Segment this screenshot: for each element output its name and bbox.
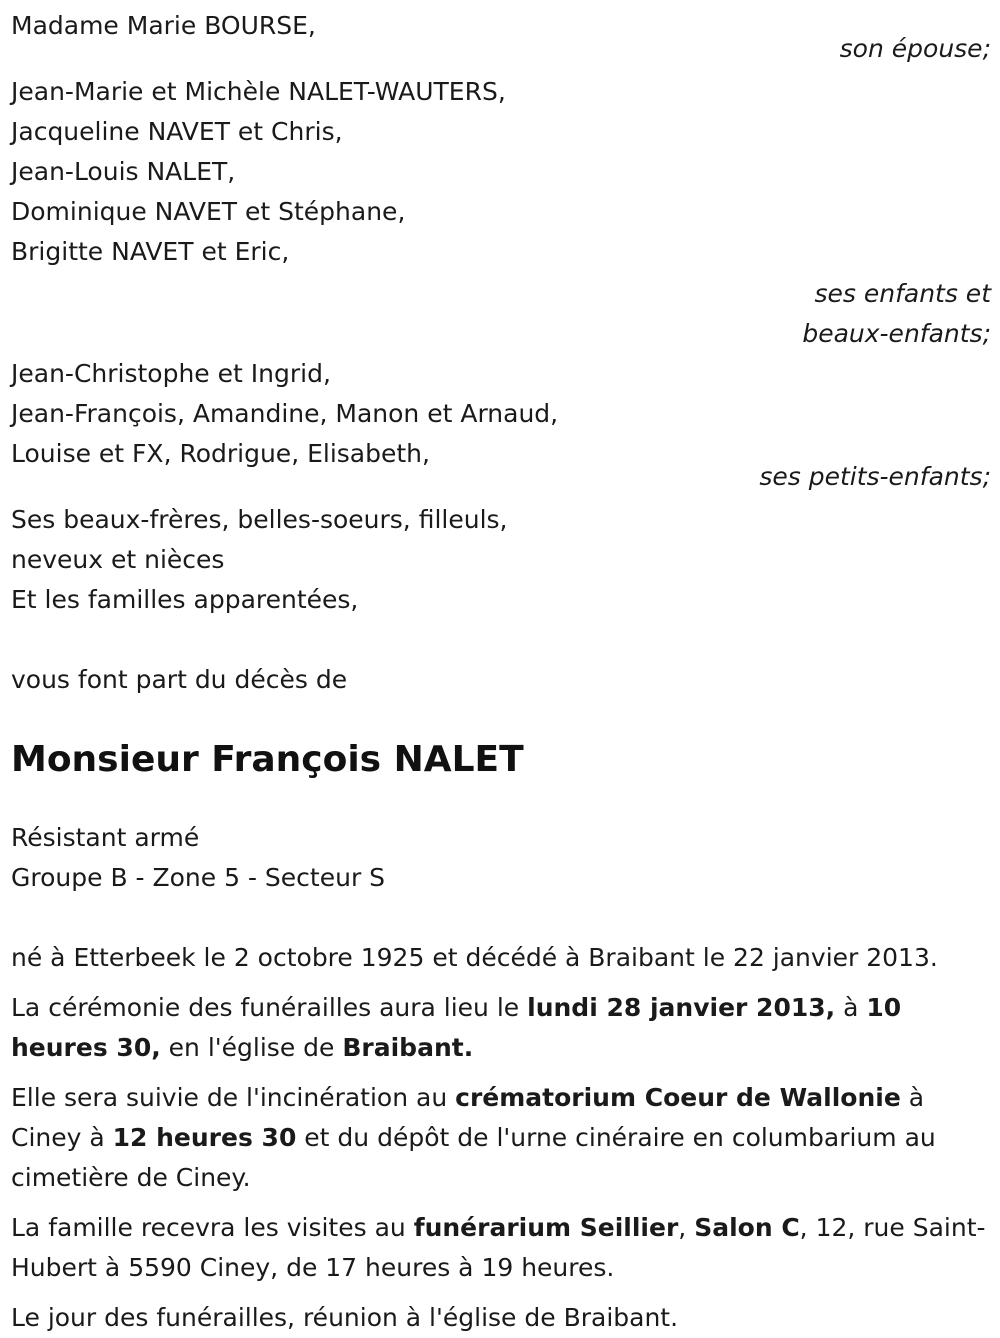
obituary-notice: [11, 6, 991, 1338]
child-name: Jean-Marie et Michèle NALET-WAUTERS,: [11, 77, 506, 106]
ceremony-text: à: [835, 993, 867, 1022]
visits-text: La famille recevra les visites au: [11, 1213, 414, 1242]
cremation-text: Elle sera suivie de l'incinération au: [11, 1083, 456, 1112]
ceremony-time: 10 heures 30,: [11, 993, 902, 1062]
ceremony-date: lundi 28 janvier 2013,: [527, 993, 836, 1022]
grandchild-name: Jean-François, Amandine, Manon et Arnaud,: [11, 399, 559, 428]
children-section: [11, 72, 991, 354]
cremation-text: et du dépôt de l'urne cinéraire en columbarium au cimetière de Ciney.: [11, 1123, 936, 1192]
ceremony-text: La cérémonie des funérailles aura lieu le: [11, 993, 528, 1022]
grandchildren-section: [11, 354, 991, 497]
salon-name: Salon C: [694, 1213, 800, 1242]
ceremony-text: en l'église de: [160, 1033, 343, 1062]
deceased-name: Monsieur François NALET: [11, 739, 524, 780]
spouse-role: son épouse;: [839, 34, 991, 63]
funerarium-name: funérarium Seillier: [413, 1213, 679, 1242]
cremation-time: 12 heures 30: [112, 1123, 297, 1152]
ceremony-paragraph: [11, 988, 991, 1068]
grandchildren-role: ses petits-enfants;: [759, 462, 991, 491]
honors-section: [11, 818, 991, 898]
extended-family-line: neveux et nièces: [11, 545, 225, 574]
visits-text: ,: [678, 1213, 695, 1242]
visits-paragraph: [11, 1208, 991, 1288]
birth-death-text: [11, 938, 991, 978]
extended-family-section: [11, 500, 991, 620]
ceremony-place: Braibant.: [342, 1033, 474, 1062]
extended-family-line: Ses beaux-frères, belles-soeurs, filleuls,: [11, 505, 508, 534]
honors-line1: Résistant armé: [11, 823, 200, 852]
cremation-paragraph: [11, 1078, 991, 1198]
children-role-line2: beaux-enfants;: [802, 319, 991, 348]
child-name: Brigitte NAVET et Eric,: [11, 237, 290, 266]
cremation-text: à Ciney à: [11, 1083, 925, 1152]
spouse-name: Madame Marie BOURSE,: [11, 11, 316, 40]
spouse-section: [11, 6, 991, 69]
visits-text: , 12, rue Saint-Hubert à 5590 Ciney, de 17 heures à 19 heures.: [11, 1213, 986, 1282]
extended-family-line: Et les familles apparentées,: [11, 585, 359, 614]
reunion-text: Le jour des funérailles, réunion à l'église de Braibant.: [11, 1303, 679, 1332]
grandchild-name: Jean-Christophe et Ingrid,: [11, 359, 331, 388]
honors-line2: Groupe B - Zone 5 - Secteur S: [11, 863, 386, 892]
grandchild-name: Louise et FX, Rodrigue, Elisabeth,: [11, 439, 430, 468]
crematorium-name: crématorium Coeur de Wallonie: [455, 1083, 901, 1112]
children-role-line1: ses enfants et: [814, 279, 991, 308]
birth-death-value: né à Etterbeek le 2 octobre 1925 et décédé à Braibant le 22 janvier 2013.: [11, 943, 938, 972]
reunion-paragraph: [11, 1298, 991, 1338]
child-name: Dominique NAVET et Stéphane,: [11, 197, 406, 226]
child-name: Jean-Louis NALET,: [11, 157, 236, 186]
announcement-text: vous font part du décès de: [11, 665, 348, 694]
child-name: Jacqueline NAVET et Chris,: [11, 117, 343, 146]
